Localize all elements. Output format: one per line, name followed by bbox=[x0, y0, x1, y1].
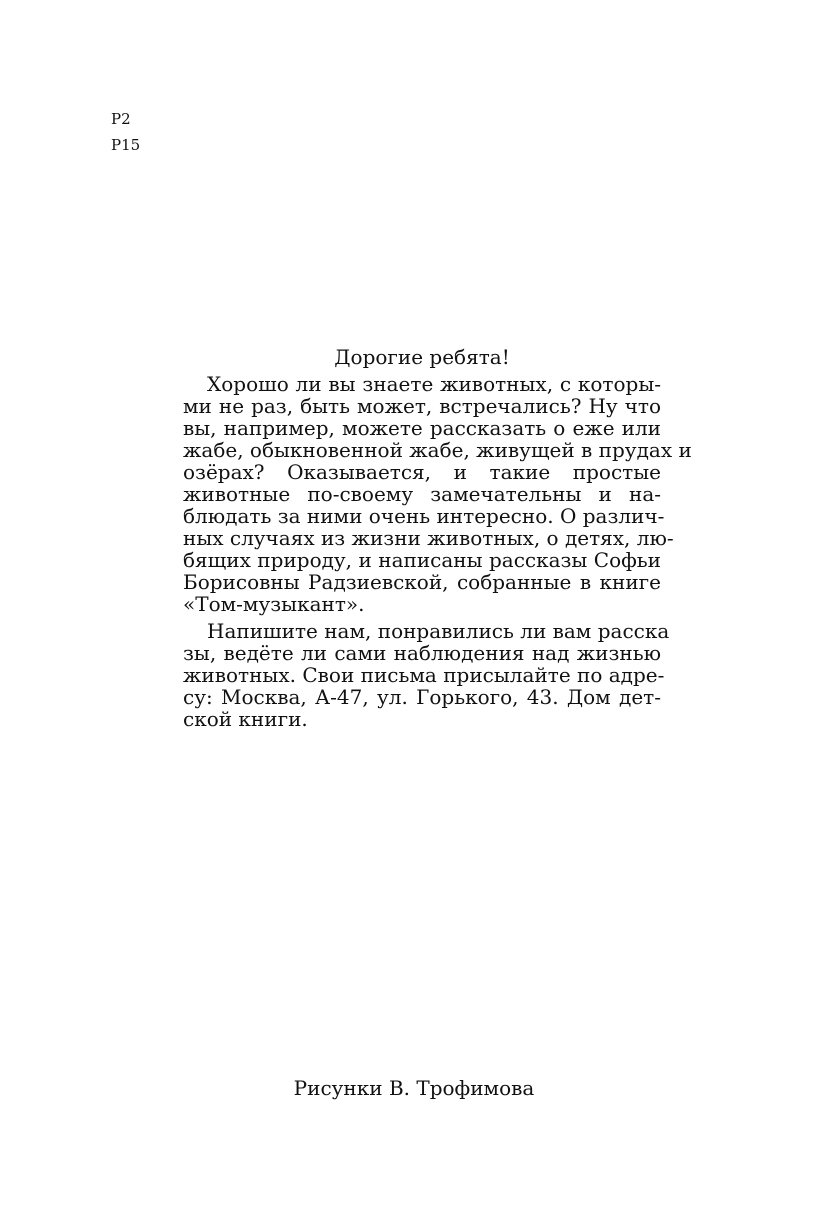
text-line: Хорошо ли вы знаете животных, с которы- bbox=[207, 372, 661, 396]
text-line: животные по-своему замечательны и на- bbox=[183, 482, 661, 506]
catalog-index-line: Р2 bbox=[111, 110, 131, 128]
text-line: ми не раз, быть может, встречались? Ну что bbox=[183, 394, 661, 418]
catalog-index-line: Р15 bbox=[111, 136, 141, 154]
illustrator-credit: Рисунки В. Трофимова bbox=[293, 1076, 535, 1100]
text-line: блюдать за ними очень интересно. О различ- bbox=[183, 504, 665, 528]
letter-paragraph-1 bbox=[183, 372, 692, 616]
text-line: озёрах? Оказывается, и такие простые bbox=[183, 460, 661, 484]
text-line: жабе, обыкновенной жабе, живущей в прудах и bbox=[183, 438, 692, 462]
text-line: ской книги. bbox=[183, 707, 308, 731]
letter-to-readers bbox=[183, 343, 692, 731]
letter-title: Дорогие ребята! bbox=[334, 345, 510, 369]
text-line: зы, ведёте ли сами наблюдения над жизнью bbox=[183, 641, 661, 665]
text-line: «Том-музыкант». bbox=[183, 592, 365, 616]
letter-paragraph-2 bbox=[183, 619, 670, 731]
catalog-index bbox=[111, 106, 140, 158]
text-line: су: Москва, А-47, ул. Горького, 43. Дом дет- bbox=[183, 685, 661, 709]
text-line: ных случаях из жизни животных, о детях, лю- bbox=[183, 526, 674, 550]
text-line: животных. Свои письма присылайте по адре- bbox=[183, 663, 665, 687]
text-line: Напишите нам, понравились ли вам расска bbox=[207, 619, 670, 643]
text-line: Борисовны Радзиевской, собранные в книге bbox=[183, 570, 661, 594]
text-line: вы, например, можете рассказать о еже или bbox=[183, 416, 661, 440]
text-line: бящих природу, и написаны рассказы Софьи bbox=[183, 548, 661, 572]
